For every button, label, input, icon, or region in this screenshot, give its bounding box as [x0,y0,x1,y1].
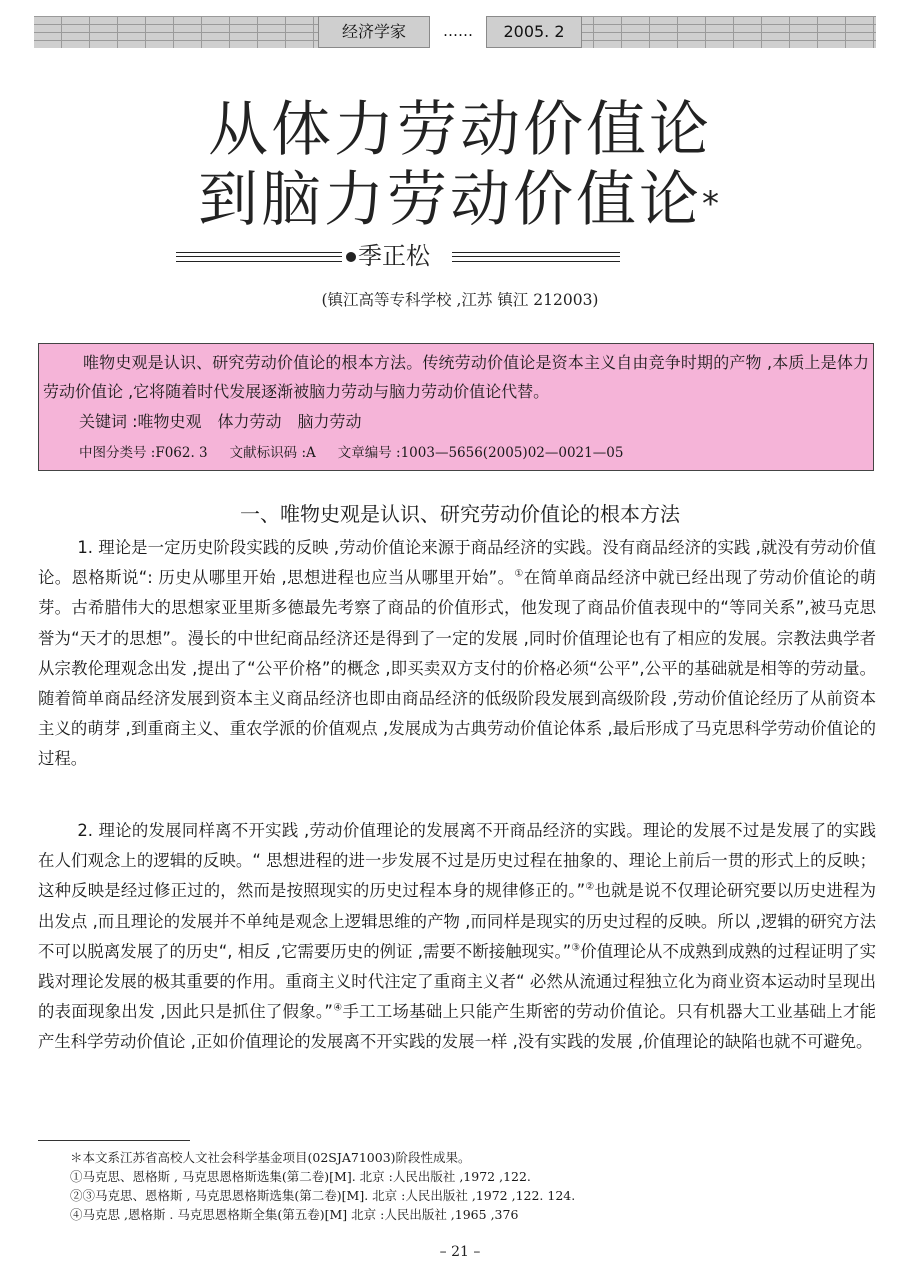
article-number: 文章编号 :1003—5656(2005)02—0021—05 [337,445,624,461]
footnote-item: ①马克思、恩格斯 , 马克思恩格斯选集(第二卷)[M]. 北京 :人民出版社 ,1972 ,122. [70,1169,531,1184]
author-line [176,242,620,272]
document-code: 文献标识码 :A [229,445,316,461]
footnote-ref: ③ [571,942,581,954]
paragraph-1: 1. 理论是一定历史阶段实践的反映 ,劳动价值论来源于商品经济的实践。没有商品经济的实践 ,就没有劳动价值论。恩格斯说“: 历史从哪里开始 ,思想进程也应当从哪里开始”。①在简单商品经济中就已经出现了劳动价值论的萌芽。古希腊伟大的思想家亚里斯多德最先考察了商品的价值形式，他发现了商品价值表现中的“等同关系”,被马克思誉为“天才的思想”。漫长的中世纪商品经济还是得到了一定的发展 ,同时价值理论也有了相应的发展。宗教法典学者从宗教伦理观念出发 ,提出了“公平价格”的概念 ,即买卖双方支付的价格必须“公平”,公平的基础就是相等的劳动量。随着简单商品经济发展到资本主义商品经济也即由商品经济的低级阶段发展到高级阶段 ,劳动价值论经历了从前资本主义的萌芽 ,到重商主义、重农学派的价值观点 ,发展成为古典劳动价值论体系 ,最后形成了马克思科学劳动价值论的过程。 [38,538,877,769]
section-heading: 一、唯物史观是认识、研究劳动价值论的根本方法 [240,502,680,526]
footnote-divider [38,1140,190,1141]
keyword: 体力劳动 [217,412,282,431]
author-rule-left [176,252,342,262]
footnote-item: ＊本文系江苏省高校人文社会科学基金项目(02SJA71003)阶段性成果。 [70,1150,471,1165]
footnote-ref: ④ [332,1002,343,1014]
bullet-icon [346,252,356,262]
footnote-ref: ② [585,881,595,893]
page-number: – 21 – [439,1244,481,1260]
title-line-1: 从体力劳动价值论 [208,95,712,165]
footnote-ref: ① [514,568,524,580]
title-line-2: 到脑力劳动价值论* [198,165,722,235]
header-dots: …… [430,16,486,48]
issue-number: 2005. 2 [486,16,582,48]
keyword: 脑力劳动 [297,412,362,431]
abstract-text: 唯物史观是认识、研究劳动价值论的根本方法。传统劳动价值论是资本主义自由竞争时期的产物 ,本质上是体力劳动价值论 ,它将随着时代发展逐渐被脑力劳动与脑力劳动价值论代替。 [43,353,869,401]
affiliation: (镇江高等专科学校 ,江苏 镇江 212003) [321,291,599,309]
abstract-box [38,343,874,471]
keywords-label: 关键词 : [79,412,138,431]
footnote-item: ④马克思 ,恩格斯 . 马克思恩格斯全集(第五卷)[M] 北京 :人民出版社 ,1965 ,376 [70,1207,519,1222]
author-rule-right [452,252,620,262]
journal-name: 经济学家 [318,16,430,48]
keyword: 唯物史观 [137,412,202,431]
classification-info [79,440,645,466]
author-name: 季正松 [358,242,430,270]
clc-number: 中图分类号 :F062. 3 [79,445,208,461]
title-asterisk: * [702,184,722,224]
footnote-item: ②③马克思、恩格斯 , 马克思恩格斯选集(第二卷)[M]. 北京 :人民出版社 ,1972 ,122. 124. [70,1188,576,1203]
keywords [79,408,378,436]
paragraph-2: 2. 理论的发展同样离不开实践 ,劳动价值理论的发展离不开商品经济的实践。理论的发展不过是发展了的实践在人们观念上的逻辑的反映。“ 思想进程的进一步发展不过是历史过程在抽象的、理论上前后一贯的形式上的反映；这种反映是经过修正过的，然而是按照现实的历史过程本身的规律修正的。”②也就是说不仅理论研究要以历史进程为出发点 ,而且理论的发展并不单纯是观念上逻辑思维的产物 ,而同样是现实的历史过程的反映。所以 ,逻辑的研究方法不可以脱离发展了的历史“, 相反 ,它需要历史的例证 ,需要不断接触现实。”③价值理论从不成熟到成熟的过程证明了实践对理论发展的极其重要的作用。重商主义时代注定了重商主义者“ 必然从流通过程独立化为商业资本运动时呈现出的表面现象出发 ,因此只是抓住了假象。”④手工工场基础上只能产生斯密的劳动价值论。只有机器大工业基础上才能产生科学劳动价值论 ,正如价值理论的发展离不开实践的发展一样 ,没有实践的发展 ,价值理论的缺陷也就不可避免。 [38,821,877,1052]
footnotes [70,1148,870,1224]
